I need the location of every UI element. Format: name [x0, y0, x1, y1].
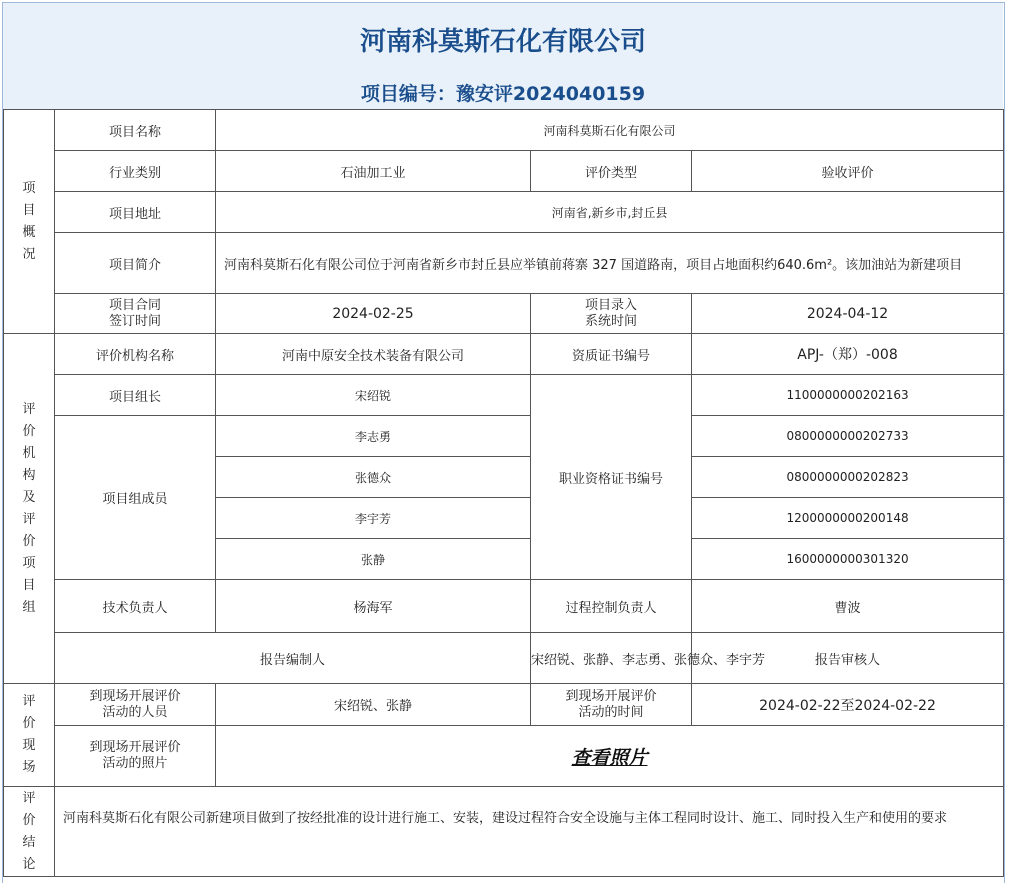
- site-people-label: 到现场开展评价 活动的人员: [55, 684, 216, 726]
- process-lead-value: 曹波: [692, 580, 1004, 633]
- project-info-table: [3, 109, 1004, 877]
- member-cert: 1100000000202163: [692, 375, 1004, 416]
- qual-cert-label: 职业资格证书编号: [531, 375, 692, 580]
- tech-lead-value: 杨海军: [216, 580, 531, 633]
- members-label: 项目组成员: [55, 416, 216, 580]
- entry-date-label: 项目录入 系统时间: [531, 294, 692, 334]
- summary-label: 项目简介: [55, 233, 216, 294]
- summary-value: 河南科莫斯石化有限公司位于河南省新乡市封丘县应举镇前蒋寨 327 国道路南，项目占地面积约640.6m²。该加油站为新建项目: [216, 233, 1004, 294]
- entry-date-value: 2024-04-12: [692, 294, 1004, 334]
- contract-date-value: 2024-02-25: [216, 294, 531, 334]
- industry-label: 行业类别: [55, 151, 216, 192]
- member-name: 张德众: [216, 457, 531, 498]
- site-photo-label: 到现场开展评价 活动的照片: [55, 726, 216, 787]
- page-header: [3, 3, 1003, 109]
- site-photo-cell: [216, 726, 1004, 787]
- address-value: 河南省,新乡市,封丘县: [216, 192, 1004, 233]
- section-conclusion: 评 价 结 论: [4, 787, 55, 877]
- org-name-value: 河南中原安全技术装备有限公司: [216, 334, 531, 375]
- member-cert: 0800000000202823: [692, 457, 1004, 498]
- process-lead-label: 过程控制负责人: [531, 580, 692, 633]
- eval-type-value: 验收评价: [692, 151, 1004, 192]
- member-cert: 1600000000301320: [692, 539, 1004, 580]
- contract-date-label: 项目合同 签订时间: [55, 294, 216, 334]
- report-reviewer-label: 报告审核人: [692, 633, 1004, 684]
- site-time-value: 2024-02-22至2024-02-22: [692, 684, 1004, 726]
- leader-label: 项目组长: [55, 375, 216, 416]
- member-name: 宋绍锐: [216, 375, 531, 416]
- eval-type-label: 评价类型: [531, 151, 692, 192]
- member-cert: 0800000000202733: [692, 416, 1004, 457]
- member-cert: 1200000000200148: [692, 498, 1004, 539]
- project-number: 项目编号：豫安评2024040159: [360, 83, 646, 105]
- site-people-value: 宋绍锐、张静: [216, 684, 531, 726]
- section-org: 评 价 机 构 及 评 价 项 目 组: [4, 334, 55, 684]
- member-name: 张静: [216, 539, 531, 580]
- report-author-value: 宋绍锐、张静、李志勇、张德众、李宇芳: [531, 633, 692, 684]
- site-time-label: 到现场开展评价 活动的时间: [531, 684, 692, 726]
- report-author-label: 报告编制人: [55, 633, 531, 684]
- org-name-label: 评价机构名称: [55, 334, 216, 375]
- member-name: 李宇芳: [216, 498, 531, 539]
- cert-no-label: 资质证书编号: [531, 334, 692, 375]
- view-photos-link[interactable]: 查看照片: [571, 746, 648, 769]
- conclusion-text: 河南科莫斯石化有限公司新建项目做到了按经批准的设计进行施工、安装，建设过程符合安全设施与主体工程同时设计、施工、同时投入生产和使用的要求: [55, 787, 1004, 877]
- cert-no-value: APJ-（郑）-008: [692, 334, 1004, 375]
- address-label: 项目地址: [55, 192, 216, 233]
- section-overview: 项 目 概 况: [4, 110, 55, 334]
- page-title: 河南科莫斯石化有限公司: [359, 27, 646, 57]
- industry-value: 石油加工业: [216, 151, 531, 192]
- project-name-value: 河南科莫斯石化有限公司: [216, 110, 1004, 151]
- tech-lead-label: 技术负责人: [55, 580, 216, 633]
- section-site: 评 价 现 场: [4, 684, 55, 787]
- project-name-label: 项目名称: [55, 110, 216, 151]
- member-name: 李志勇: [216, 416, 531, 457]
